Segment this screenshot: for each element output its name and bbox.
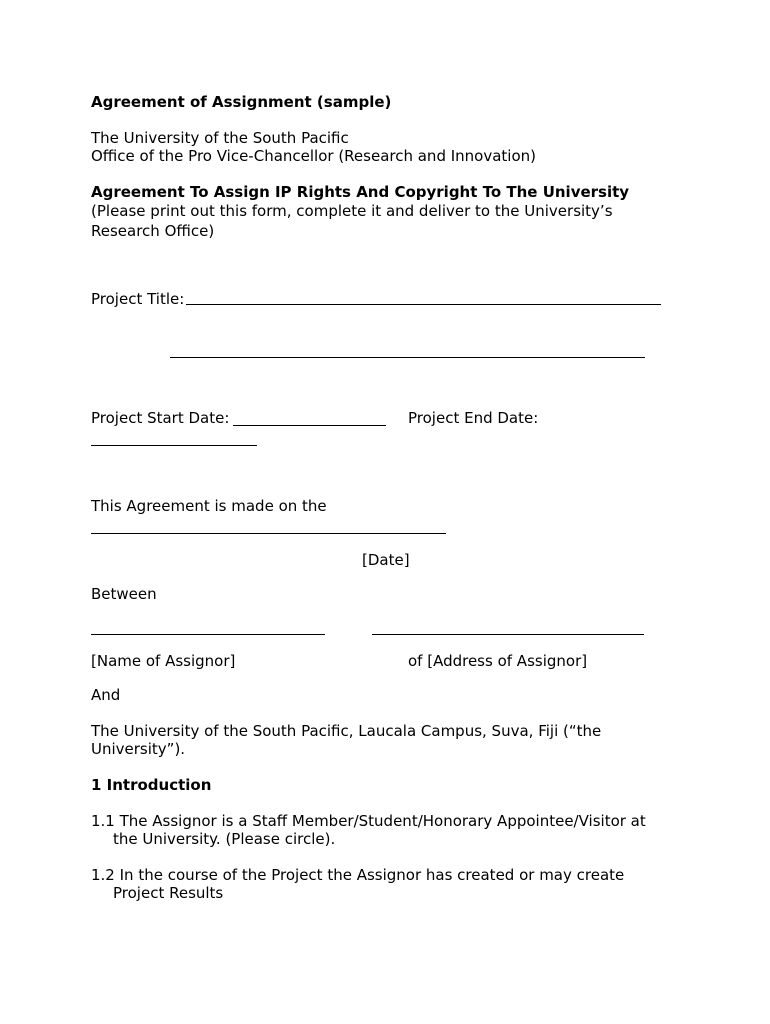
assignor-address-blank[interactable] [372,634,644,635]
between-label: Between [91,585,157,603]
project-title-blank[interactable] [186,304,661,305]
clause-1-1-line-2: the University. (Please circle). [113,830,336,848]
agreement-made-label: This Agreement is made on the [91,497,327,515]
instructions-line-1: (Please print out this form, complete it and deliver to the University’s [91,202,613,220]
project-end-date-label: Project End Date: [408,409,539,427]
office-name: Office of the Pro Vice-Chancellor (Research and Innovation) [91,147,536,165]
assignor-name-caption: [Name of Assignor] [91,652,236,670]
university-party-line-2: University”). [91,740,186,758]
document-heading: Agreement of Assignment (sample) [91,93,392,111]
project-end-date-blank[interactable] [91,445,257,446]
project-start-date-label: Project Start Date: [91,409,230,427]
university-party-line-1: The University of the South Pacific, Laucala Campus, Suva, Fiji (“the [91,722,602,740]
form-title: Agreement To Assign IP Rights And Copyright To The University [91,183,630,201]
date-caption: [Date] [362,551,410,569]
assignor-address-caption: of [Address of Assignor] [408,652,588,670]
project-title-blank-2[interactable] [170,357,645,358]
clause-1-2-line-1: 1.2 In the course of the Project the Assignor has created or may create [91,866,625,884]
clause-1-2-line-2: Project Results [113,884,224,902]
assignor-name-blank[interactable] [91,634,325,635]
institution-name: The University of the South Pacific [91,129,349,147]
project-start-date-blank[interactable] [233,425,386,426]
project-title-label: Project Title: [91,290,185,308]
instructions-line-2: Research Office) [91,222,215,240]
agreement-date-blank[interactable] [91,533,446,534]
section-1-heading: 1 Introduction [91,776,212,794]
clause-1-1-line-1: 1.1 The Assignor is a Staff Member/Student/Honorary Appointee/Visitor at [91,812,646,830]
and-label: And [91,686,121,704]
